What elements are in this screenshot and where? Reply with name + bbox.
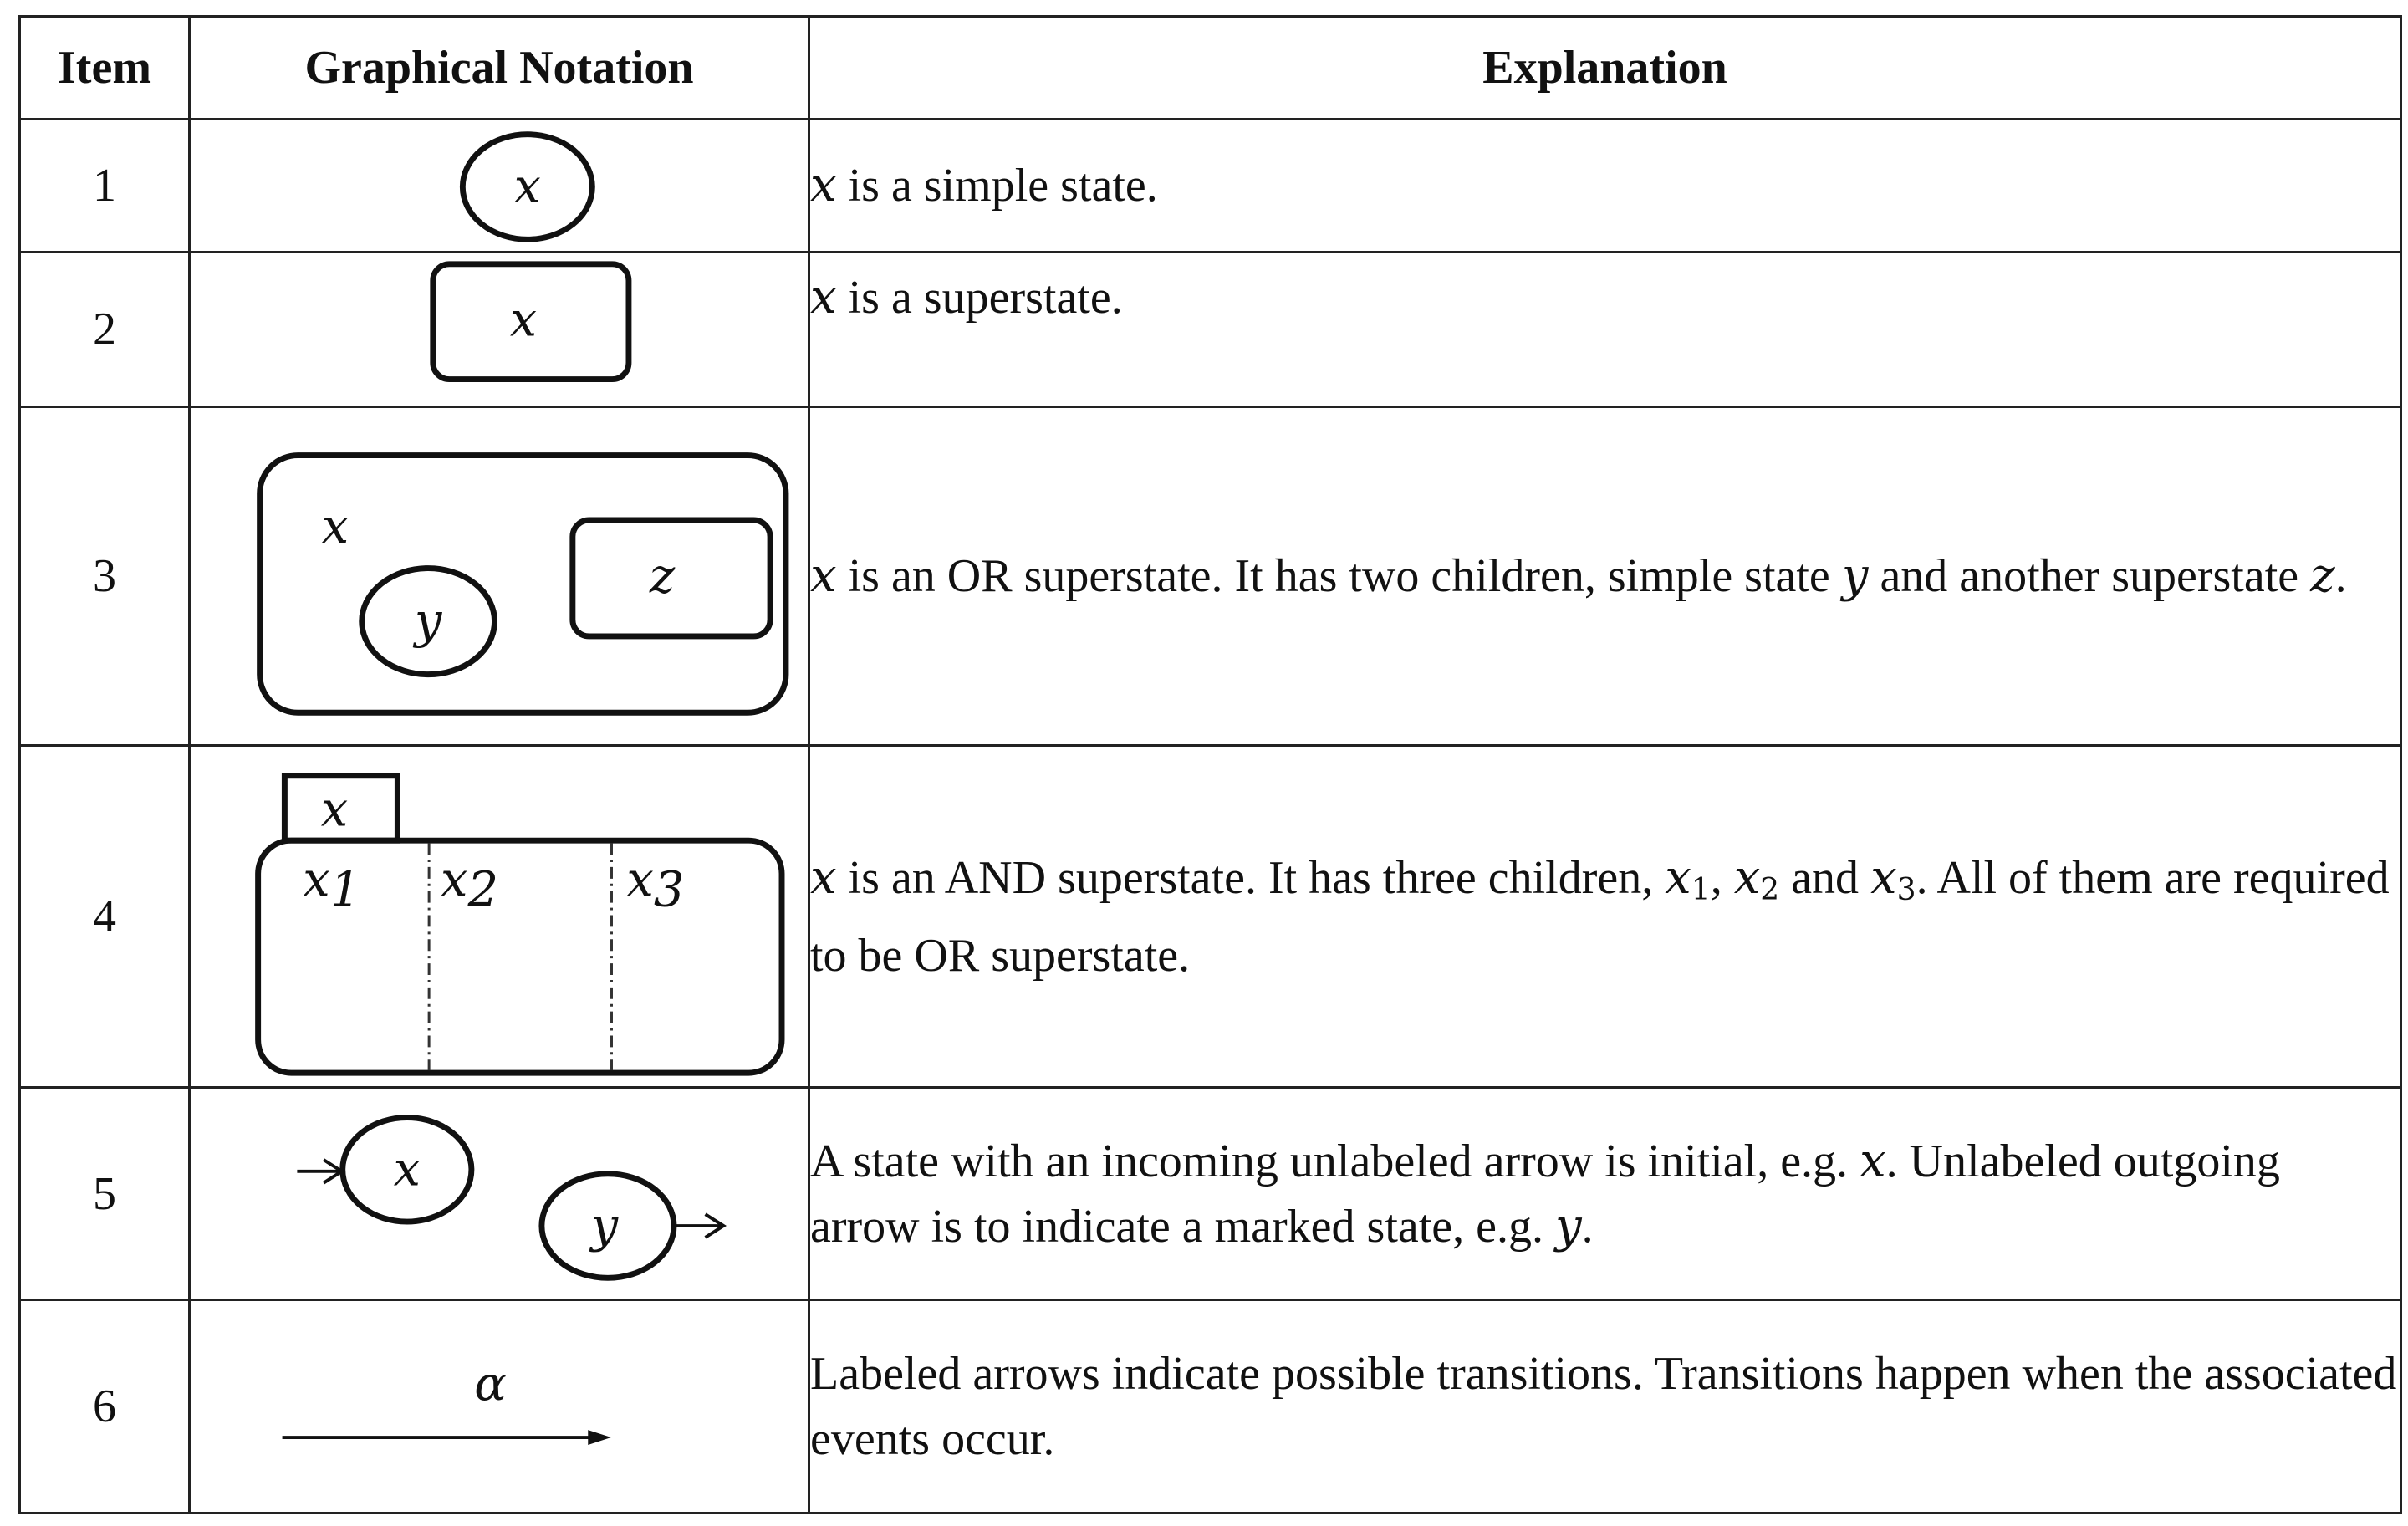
header-item: Item — [20, 17, 190, 120]
explanation-text: . — [1581, 1200, 1594, 1253]
region-label-x2: x2 — [441, 851, 499, 918]
state-label-y: y — [590, 1197, 619, 1253]
notation-table-document — [18, 15, 2400, 1512]
math-var-subscripted: $x_2$ — [1733, 850, 1780, 907]
math-var-subscripted: $x_1$ — [1665, 850, 1711, 907]
notation-simple-state — [190, 120, 809, 253]
superstate-diagram — [191, 253, 808, 406]
explanation-text: , — [1710, 851, 1734, 904]
or-superstate-box — [260, 456, 786, 713]
item-number: 5 — [20, 1088, 190, 1300]
event-label-alpha: α — [474, 1355, 507, 1412]
math-var: y — [1555, 1198, 1582, 1253]
state-label-x: x — [513, 159, 541, 215]
notation-table — [18, 15, 2402, 1514]
state-label-x: x — [509, 292, 538, 348]
header-row — [20, 17, 2401, 120]
explanation-cell — [809, 1088, 2401, 1300]
explanation-text: is an AND superstate. It has three children, — [836, 851, 1666, 904]
notation-initial-marked — [190, 1088, 809, 1300]
notation-superstate — [190, 253, 809, 407]
math-var: x — [810, 850, 837, 905]
item-number: 4 — [20, 746, 190, 1088]
region-label-x3: x3 — [626, 851, 685, 918]
table-row — [20, 253, 2401, 407]
state-label-z: z — [649, 548, 676, 605]
explanation-cell — [809, 746, 2401, 1088]
table-row — [20, 1088, 2401, 1300]
math-var-subscripted: $x_3$ — [1870, 850, 1916, 907]
header-graphical-notation: Graphical Notation — [190, 17, 809, 120]
item-number: 1 — [20, 120, 190, 253]
item-number: 3 — [20, 407, 190, 746]
and-superstate-diagram — [191, 747, 808, 1086]
state-label-x: x — [321, 498, 349, 554]
table-row — [20, 1300, 2401, 1513]
explanation-text: . All of them are required to be OR superstate. — [810, 851, 2390, 982]
math-var: x — [810, 549, 837, 603]
labeled-transition-diagram — [191, 1301, 808, 1512]
math-var: z — [2310, 549, 2335, 603]
item-number: 2 — [20, 253, 190, 407]
explanation-cell — [809, 253, 2401, 407]
explanation-cell — [809, 407, 2401, 746]
explanation-text: Labeled arrows indicate possible transitions. Transitions happen when the associated events occur. — [810, 1348, 2397, 1465]
explanation-text: A state with an incoming unlabeled arrow is initial, e.g. — [810, 1135, 1860, 1187]
explanation-text: is an OR superstate. It has two children, simple state — [836, 550, 1842, 602]
explanation-text: . Unlabeled outgoing arrow is to indicate a marked state, e.g. — [810, 1135, 2280, 1253]
state-label-y: y — [414, 592, 442, 649]
explanation-cell — [809, 1300, 2401, 1513]
explanation-text: is a superstate. — [836, 272, 1123, 324]
table-row — [20, 407, 2401, 746]
explanation-text: and another superstate — [1868, 550, 2311, 602]
initial-marked-diagram — [191, 1089, 808, 1299]
notation-and-superstate — [190, 746, 809, 1088]
state-label-x: x — [320, 781, 349, 838]
math-var: x — [1860, 1133, 1886, 1188]
state-label-x: x — [393, 1141, 421, 1197]
transition-arrowhead — [588, 1430, 611, 1445]
header-explanation: Explanation — [809, 17, 2401, 120]
item-number: 6 — [20, 1300, 190, 1513]
table-row — [20, 120, 2401, 253]
math-var: y — [1841, 549, 1869, 603]
notation-or-superstate — [190, 407, 809, 746]
simple-state-diagram — [191, 120, 808, 251]
table-row — [20, 746, 2401, 1088]
explanation-cell — [809, 120, 2401, 253]
explanation-text: and — [1779, 851, 1871, 904]
math-var: x — [810, 270, 837, 324]
or-superstate-diagram — [191, 408, 808, 744]
explanation-text: is a simple state. — [836, 160, 1158, 212]
notation-labeled-transition — [190, 1300, 809, 1513]
math-var: x — [810, 158, 837, 212]
explanation-text: . — [2334, 550, 2347, 602]
region-label-x1: x1 — [303, 851, 361, 918]
